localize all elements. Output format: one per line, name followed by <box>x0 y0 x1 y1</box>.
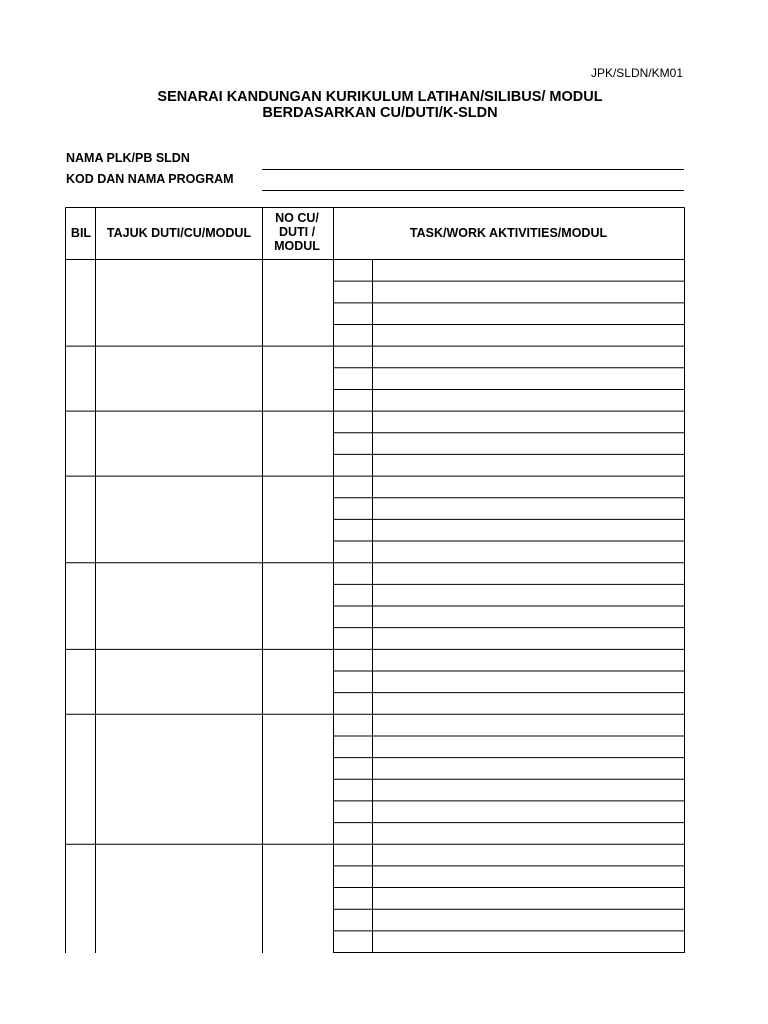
header-no-cu: NO CU/ DUTI / MODUL <box>274 211 320 253</box>
header-task: TASK/WORK AKTIVITIES/MODUL <box>409 226 608 240</box>
title-line-1: SENARAI KANDUNGAN KURIKULUM LATIHAN/SILIBUS/ MODUL <box>157 89 603 105</box>
title-line-2: BERDASARKAN CU/DUTI/K-SLDN <box>262 105 498 121</box>
document-code: JPK/SLDN/KM01 <box>590 66 683 80</box>
program-label: KOD DAN NAMA PROGRAM <box>66 172 234 186</box>
header-bil: BIL <box>70 226 92 240</box>
plk-label: NAMA PLK/PB SLDN <box>66 151 190 165</box>
header-tajuk: TAJUK DUTI/CU/MODUL <box>106 226 252 240</box>
